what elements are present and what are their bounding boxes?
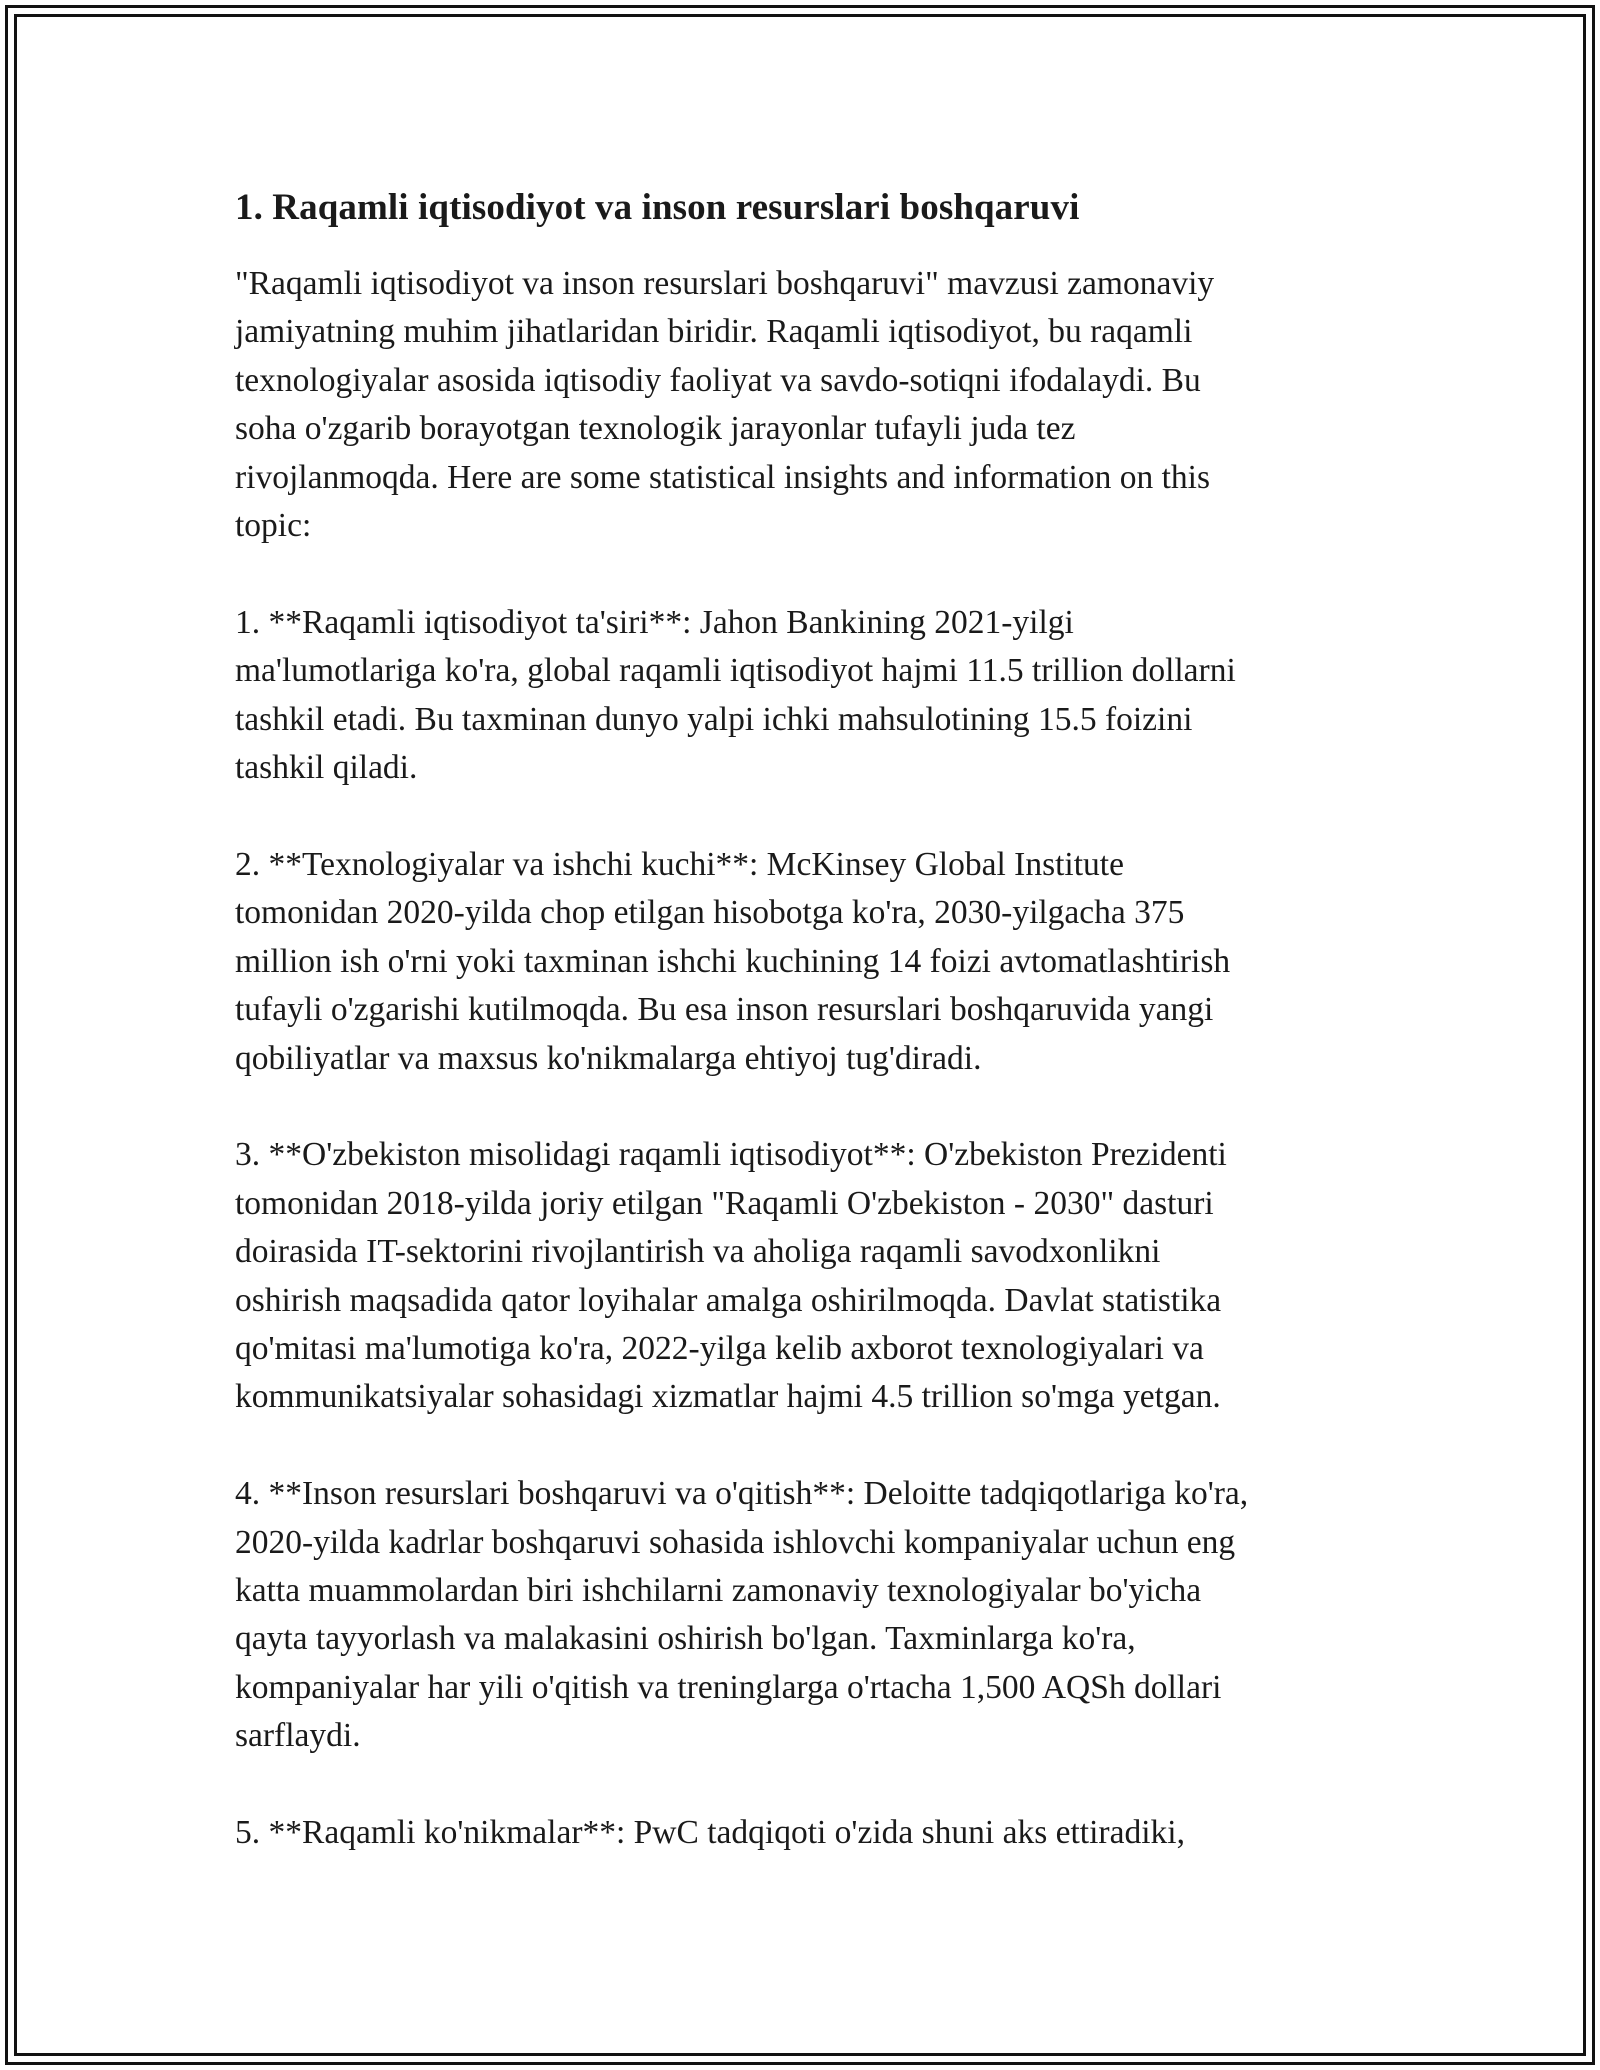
document-title: 1. Raqamli iqtisodiyot va inson resurslari boshqaruvi [235, 187, 1080, 228]
document-body: "Raqamli iqtisodiyot va inson resurslari boshqaruvi" mavzusi zamonaviy jamiyatning muhim jihatlaridan biridir. Raqamli iqtisodiyot, bu raqamli texnologiyalar asosida iqtisodiy faoliyat va savdo-sotiqni ifodalaydi. Bu soha o'zgarib borayotgan texnologik jarayonlar tufayli juda tez rivojlanmoqda. Here are some statistical insights and information on this topic: 1. **Raqamli iqtisodiyot ta'siri**: Jahon Bankining 2021-yilgi ma'lumotlariga ko'ra, global raqamli iqtisodiyot hajmi 11.5 trillion dollarni tashkil etadi. Bu taxminan dunyo yalpi ichki mahsulotining 15.5 foizini tashkil qiladi. 2. **Texnologiyalar va ishchi kuchi**: McKinsey Global Institute tomonidan 2020-yilda chop etilgan hisobotga ko'ra, 2030-yilgacha 375 million ish o'rni yoki taxminan ishchi kuchining 14 foizi avtomatlashtirish tufayli o'zgarishi kutilmoqda. Bu esa inson resurslari boshqaruvida yangi qobiliyatlar va maxsus ko'nikmalarga ehtiyoj tug'diradi. 3. **O'zbekiston misolidagi raqamli iqtisodiyot**: O'zbekiston Prezidenti tomonidan 2018-yilda joriy etilgan "Raqamli O'zbekiston - 2030" dasturi doirasida IT-sektorini rivojlantirish va aholiga raqamli savodxonlikni oshirish maqsadida qator loyihalar amalga oshirilmoqda. Davlat statistika qo'mitasi ma'lumotiga ko'ra, 2022-yilga kelib axborot texnologiyalari va kommunikatsiyalar sohasidagi xizmatlar hajmi 4.5 trillion so'mga yetgan. 4. **Inson resurslari boshqaruvi va o'qitish**: Deloitte tadqiqotlariga ko'ra, 2020-yilda kadrlar boshqaruvi sohasida ishlovchi kompaniyalar uchun eng katta muammolardan biri ishchilarni zamonaviy texnologiyalar bo'yicha qayta tayyorlash va malakasini oshirish bo'lgan. Taxminlarga ko'ra, kompaniyalar har yili o'qitish va treninglarga o'rtacha 1,500 AQSh dollari sarflaydi. 5. **Raqamli ko'nikmalar**: PwC tadqiqoti o'zida shuni aks ettiradiki, [235, 265, 1249, 1851]
document-content [235, 184, 1385, 1857]
